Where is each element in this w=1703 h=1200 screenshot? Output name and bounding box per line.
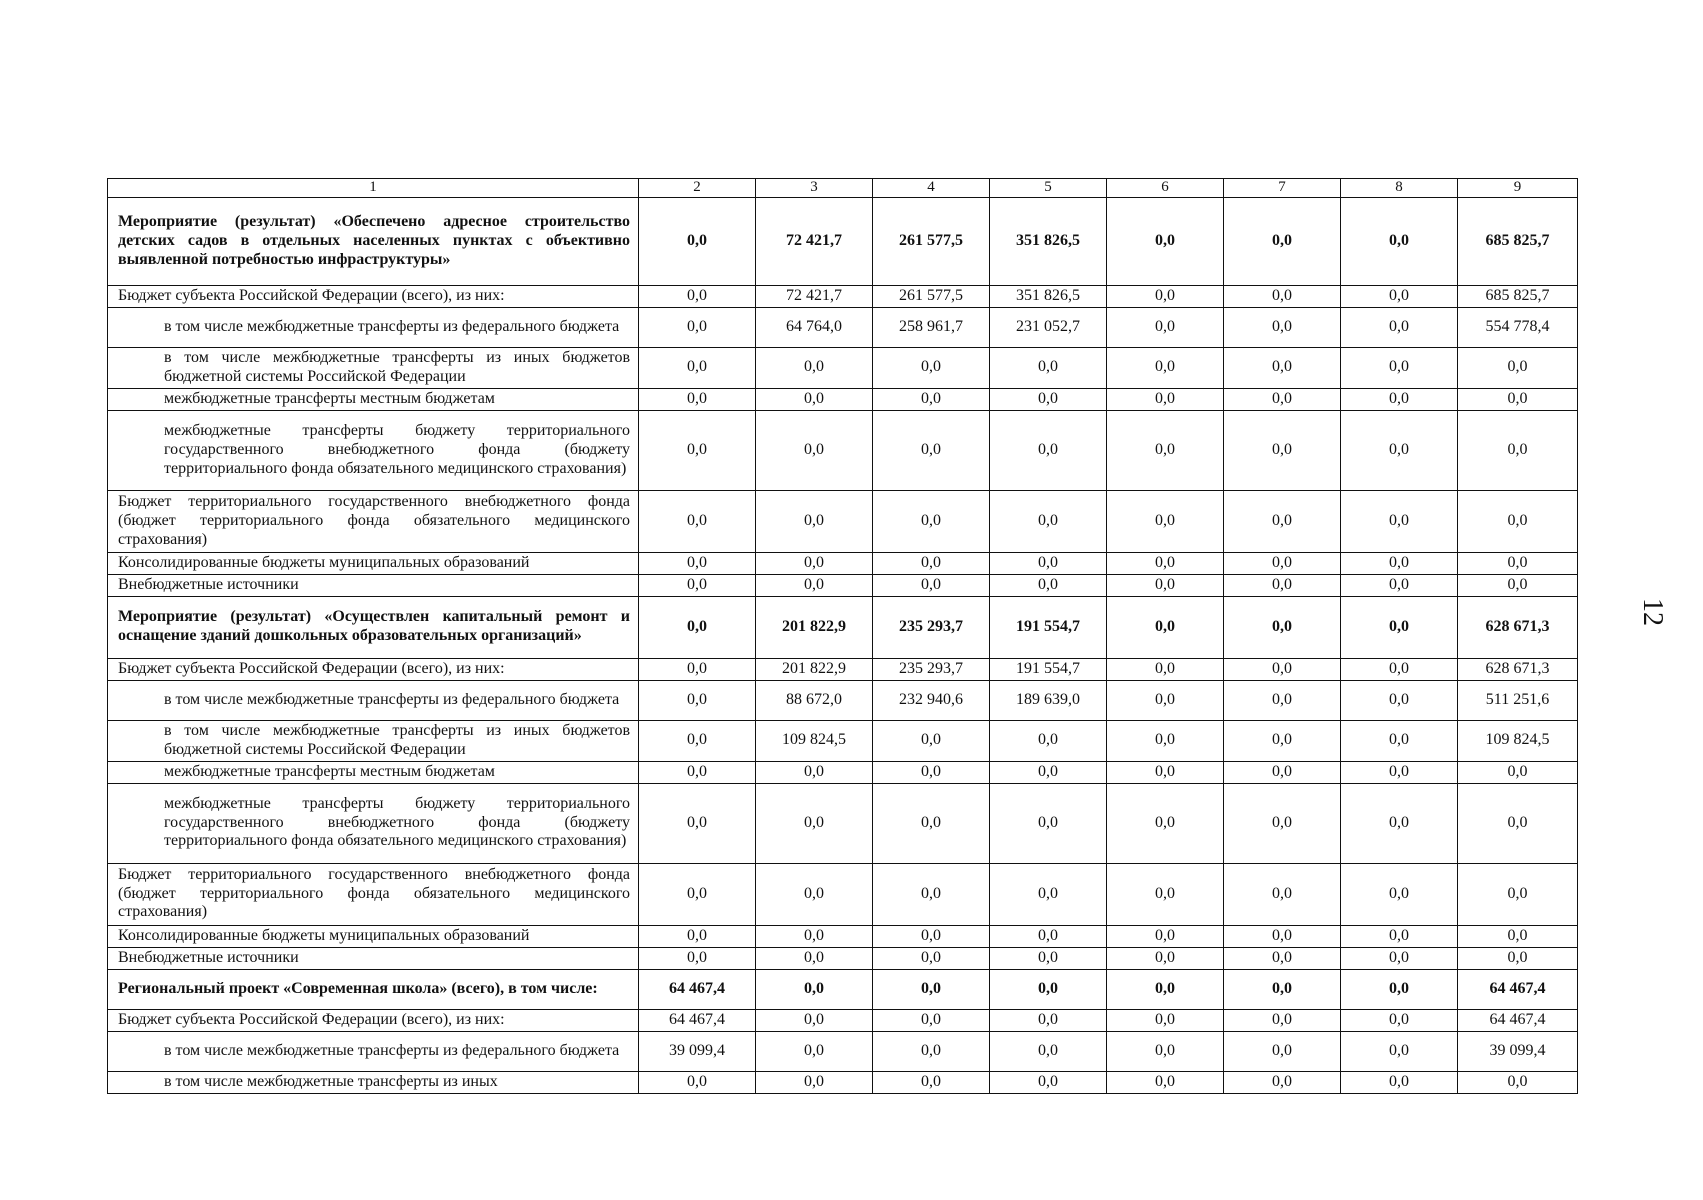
column-header: 9 [1458,179,1578,198]
row-label: Внебюджетные источники [108,574,639,596]
value-cell: 0,0 [990,388,1107,410]
value-cell: 0,0 [873,783,990,863]
value-cell: 0,0 [990,761,1107,783]
table-row [108,925,1578,947]
value-cell: 0,0 [1224,348,1341,389]
value-cell: 0,0 [1107,552,1224,574]
value-cell: 0,0 [1341,410,1458,490]
value-cell: 0,0 [990,552,1107,574]
value-cell: 0,0 [1458,783,1578,863]
value-cell: 0,0 [756,490,873,552]
row-label: в том числе межбюджетные трансферты из иных [108,1071,639,1093]
value-cell: 64 764,0 [756,308,873,348]
value-cell: 0,0 [1458,552,1578,574]
value-cell: 0,0 [756,388,873,410]
value-cell: 0,0 [1107,596,1224,658]
value-cell: 0,0 [1458,410,1578,490]
value-cell: 0,0 [1341,720,1458,761]
value-cell: 189 639,0 [990,680,1107,720]
value-cell: 0,0 [873,574,990,596]
value-cell: 0,0 [873,947,990,969]
value-cell: 0,0 [1224,410,1341,490]
table-row [108,680,1578,720]
value-cell: 0,0 [1107,388,1224,410]
value-cell: 0,0 [639,680,756,720]
table-row [108,410,1578,490]
value-cell: 0,0 [1224,680,1341,720]
value-cell: 0,0 [873,1071,990,1093]
table-row [108,720,1578,761]
table-row [108,574,1578,596]
value-cell: 232 940,6 [873,680,990,720]
value-cell: 0,0 [990,574,1107,596]
value-cell: 0,0 [1107,761,1224,783]
value-cell: 0,0 [1341,925,1458,947]
value-cell: 0,0 [1341,198,1458,286]
value-cell: 0,0 [639,783,756,863]
table-body [108,179,1578,1094]
row-label: в том числе межбюджетные трансферты из федерального бюджета [108,680,639,720]
column-header: 3 [756,179,873,198]
value-cell: 0,0 [639,410,756,490]
value-cell: 0,0 [990,720,1107,761]
value-cell: 0,0 [1458,863,1578,925]
value-cell: 0,0 [1341,286,1458,308]
value-cell: 231 052,7 [990,308,1107,348]
row-label: Региональный проект «Современная школа» (всего), в том числе: [108,969,639,1009]
value-cell: 0,0 [1107,969,1224,1009]
row-label: в том числе межбюджетные трансферты из федерального бюджета [108,1031,639,1071]
value-cell: 0,0 [873,1031,990,1071]
value-cell: 0,0 [756,863,873,925]
value-cell: 0,0 [1341,574,1458,596]
value-cell: 0,0 [873,388,990,410]
column-header: 4 [873,179,990,198]
row-label: в том числе межбюджетные трансферты из иных бюджетов бюджетной системы Российской Федерации [108,348,639,389]
table-row [108,947,1578,969]
value-cell: 0,0 [1458,947,1578,969]
value-cell: 0,0 [639,761,756,783]
value-cell: 0,0 [873,1009,990,1031]
value-cell: 351 826,5 [990,286,1107,308]
value-cell: 0,0 [990,947,1107,969]
row-label: Бюджет территориального государственного внебюджетного фонда (бюджет территориального фонда обязательного медицинского страхования) [108,490,639,552]
value-cell: 64 467,4 [639,969,756,1009]
value-cell: 88 672,0 [756,680,873,720]
value-cell: 0,0 [1341,388,1458,410]
value-cell: 0,0 [990,410,1107,490]
budget-table [107,178,1578,1094]
value-cell: 0,0 [1224,1071,1341,1093]
value-cell: 0,0 [756,552,873,574]
value-cell: 0,0 [756,574,873,596]
value-cell: 0,0 [1458,925,1578,947]
value-cell: 0,0 [1224,388,1341,410]
value-cell: 0,0 [639,658,756,680]
value-cell: 0,0 [1107,720,1224,761]
value-cell: 0,0 [1107,947,1224,969]
value-cell: 0,0 [1107,1071,1224,1093]
value-cell: 0,0 [873,863,990,925]
value-cell: 0,0 [639,863,756,925]
row-label: Консолидированные бюджеты муниципальных образований [108,925,639,947]
value-cell: 0,0 [639,286,756,308]
value-cell: 191 554,7 [990,596,1107,658]
value-cell: 0,0 [990,969,1107,1009]
value-cell: 0,0 [639,925,756,947]
table-row [108,969,1578,1009]
page-number: 12 [1637,598,1668,626]
value-cell: 0,0 [1458,761,1578,783]
table-row [108,198,1578,286]
value-cell: 0,0 [1107,680,1224,720]
value-cell: 0,0 [639,947,756,969]
value-cell: 0,0 [873,348,990,389]
value-cell: 0,0 [1224,286,1341,308]
value-cell: 235 293,7 [873,658,990,680]
value-cell: 0,0 [756,761,873,783]
value-cell: 0,0 [873,720,990,761]
value-cell: 0,0 [1458,348,1578,389]
table-row [108,348,1578,389]
value-cell: 109 824,5 [756,720,873,761]
value-cell: 0,0 [639,388,756,410]
row-label: Бюджет субъекта Российской Федерации (всего), из них: [108,286,639,308]
table-row [108,308,1578,348]
value-cell: 0,0 [1224,720,1341,761]
value-cell: 628 671,3 [1458,596,1578,658]
table-row [108,388,1578,410]
value-cell: 0,0 [1107,348,1224,389]
value-cell: 201 822,9 [756,658,873,680]
value-cell: 0,0 [639,596,756,658]
value-cell: 0,0 [1341,680,1458,720]
value-cell: 0,0 [1107,574,1224,596]
table-row [108,1031,1578,1071]
value-cell: 0,0 [990,490,1107,552]
value-cell: 235 293,7 [873,596,990,658]
value-cell: 0,0 [990,783,1107,863]
table-row [108,1009,1578,1031]
value-cell: 0,0 [1458,1071,1578,1093]
value-cell: 0,0 [1341,490,1458,552]
value-cell: 0,0 [1107,286,1224,308]
value-cell: 685 825,7 [1458,198,1578,286]
value-cell: 0,0 [1341,658,1458,680]
row-label: межбюджетные трансферты местным бюджетам [108,761,639,783]
value-cell: 351 826,5 [990,198,1107,286]
value-cell: 0,0 [639,490,756,552]
value-cell: 0,0 [1107,308,1224,348]
value-cell: 0,0 [1224,658,1341,680]
value-cell: 0,0 [756,1071,873,1093]
value-cell: 0,0 [873,410,990,490]
value-cell: 191 554,7 [990,658,1107,680]
value-cell: 0,0 [756,947,873,969]
value-cell: 64 467,4 [1458,969,1578,1009]
table-row [108,783,1578,863]
value-cell: 0,0 [990,1031,1107,1071]
value-cell: 0,0 [756,410,873,490]
value-cell: 0,0 [1341,947,1458,969]
row-label: в том числе межбюджетные трансферты из иных бюджетов бюджетной системы Российской Федерации [108,720,639,761]
table-row [108,490,1578,552]
column-header: 1 [108,179,639,198]
value-cell: 511 251,6 [1458,680,1578,720]
value-cell: 201 822,9 [756,596,873,658]
value-cell: 685 825,7 [1458,286,1578,308]
value-cell: 0,0 [1107,410,1224,490]
value-cell: 0,0 [756,1031,873,1071]
value-cell: 72 421,7 [756,286,873,308]
value-cell: 0,0 [1107,1009,1224,1031]
value-cell: 0,0 [873,925,990,947]
column-header: 5 [990,179,1107,198]
column-header: 2 [639,179,756,198]
row-label: межбюджетные трансферты местным бюджетам [108,388,639,410]
row-label: межбюджетные трансферты бюджету территориального государственного внебюджетного фонда (бюджету территориального фонда обязательного медицинского страхования) [108,783,639,863]
value-cell: 0,0 [1224,969,1341,1009]
value-cell: 0,0 [1341,348,1458,389]
value-cell: 0,0 [1224,761,1341,783]
table-row [108,286,1578,308]
value-cell: 0,0 [639,308,756,348]
value-cell: 0,0 [990,925,1107,947]
value-cell: 0,0 [1107,658,1224,680]
value-cell: 0,0 [990,1009,1107,1031]
row-label: Мероприятие (результат) «Осуществлен капитальный ремонт и оснащение зданий дошкольных образовательных организаций» [108,596,639,658]
value-cell: 0,0 [756,925,873,947]
value-cell: 109 824,5 [1458,720,1578,761]
value-cell: 64 467,4 [1458,1009,1578,1031]
value-cell: 0,0 [1107,783,1224,863]
value-cell: 0,0 [639,720,756,761]
value-cell: 0,0 [1224,783,1341,863]
row-label: Бюджет субъекта Российской Федерации (всего), из них: [108,658,639,680]
value-cell: 0,0 [1224,947,1341,969]
value-cell: 39 099,4 [639,1031,756,1071]
value-cell: 0,0 [1224,574,1341,596]
value-cell: 0,0 [1458,388,1578,410]
value-cell: 0,0 [873,761,990,783]
value-cell: 0,0 [756,783,873,863]
value-cell: 0,0 [1341,783,1458,863]
value-cell: 261 577,5 [873,198,990,286]
value-cell: 261 577,5 [873,286,990,308]
value-cell: 0,0 [990,1071,1107,1093]
row-label: в том числе межбюджетные трансферты из федерального бюджета [108,308,639,348]
column-header: 7 [1224,179,1341,198]
table-row [108,863,1578,925]
value-cell: 0,0 [1341,1071,1458,1093]
table-row [108,596,1578,658]
table-row [108,552,1578,574]
value-cell: 554 778,4 [1458,308,1578,348]
value-cell: 0,0 [1224,1009,1341,1031]
value-cell: 0,0 [1224,308,1341,348]
value-cell: 0,0 [1224,490,1341,552]
value-cell: 0,0 [1224,925,1341,947]
value-cell: 0,0 [639,198,756,286]
value-cell: 0,0 [1224,552,1341,574]
value-cell: 72 421,7 [756,198,873,286]
value-cell: 258 961,7 [873,308,990,348]
value-cell: 0,0 [1224,1031,1341,1071]
row-label: Бюджет субъекта Российской Федерации (всего), из них: [108,1009,639,1031]
value-cell: 0,0 [1341,1031,1458,1071]
value-cell: 0,0 [1341,552,1458,574]
value-cell: 0,0 [756,969,873,1009]
row-label: Мероприятие (результат) «Обеспечено адресное строительство детских садов в отдельных населенных пунктах с объективно выявленной потребностью инфраструктуры» [108,198,639,286]
value-cell: 0,0 [1107,490,1224,552]
value-cell: 0,0 [1107,1031,1224,1071]
table-row [108,761,1578,783]
value-cell: 0,0 [1341,1009,1458,1031]
row-label: Консолидированные бюджеты муниципальных образований [108,552,639,574]
value-cell: 0,0 [1341,863,1458,925]
value-cell: 0,0 [990,863,1107,925]
row-label: Бюджет территориального государственного внебюджетного фонда (бюджет территориального фонда обязательного медицинского страхования) [108,863,639,925]
value-cell: 0,0 [1224,596,1341,658]
value-cell: 39 099,4 [1458,1031,1578,1071]
column-header: 8 [1341,179,1458,198]
table-row [108,1071,1578,1093]
value-cell: 0,0 [639,574,756,596]
value-cell: 0,0 [873,552,990,574]
value-cell: 0,0 [1341,596,1458,658]
value-cell: 0,0 [1224,863,1341,925]
value-cell: 0,0 [1107,925,1224,947]
value-cell: 0,0 [1107,198,1224,286]
header-row [108,179,1578,198]
value-cell: 0,0 [639,1071,756,1093]
row-label: межбюджетные трансферты бюджету территориального государственного внебюджетного фонда (бюджету территориального фонда обязательного медицинского страхования) [108,410,639,490]
value-cell: 0,0 [1341,761,1458,783]
value-cell: 0,0 [1341,308,1458,348]
value-cell: 0,0 [1458,490,1578,552]
value-cell: 0,0 [639,348,756,389]
column-header: 6 [1107,179,1224,198]
value-cell: 0,0 [1107,863,1224,925]
value-cell: 0,0 [873,490,990,552]
value-cell: 0,0 [639,552,756,574]
value-cell: 0,0 [756,348,873,389]
value-cell: 628 671,3 [1458,658,1578,680]
value-cell: 0,0 [873,969,990,1009]
value-cell: 0,0 [990,348,1107,389]
value-cell: 64 467,4 [639,1009,756,1031]
value-cell: 0,0 [1224,198,1341,286]
table-row [108,658,1578,680]
row-label: Внебюджетные источники [108,947,639,969]
value-cell: 0,0 [756,1009,873,1031]
value-cell: 0,0 [1458,574,1578,596]
value-cell: 0,0 [1341,969,1458,1009]
